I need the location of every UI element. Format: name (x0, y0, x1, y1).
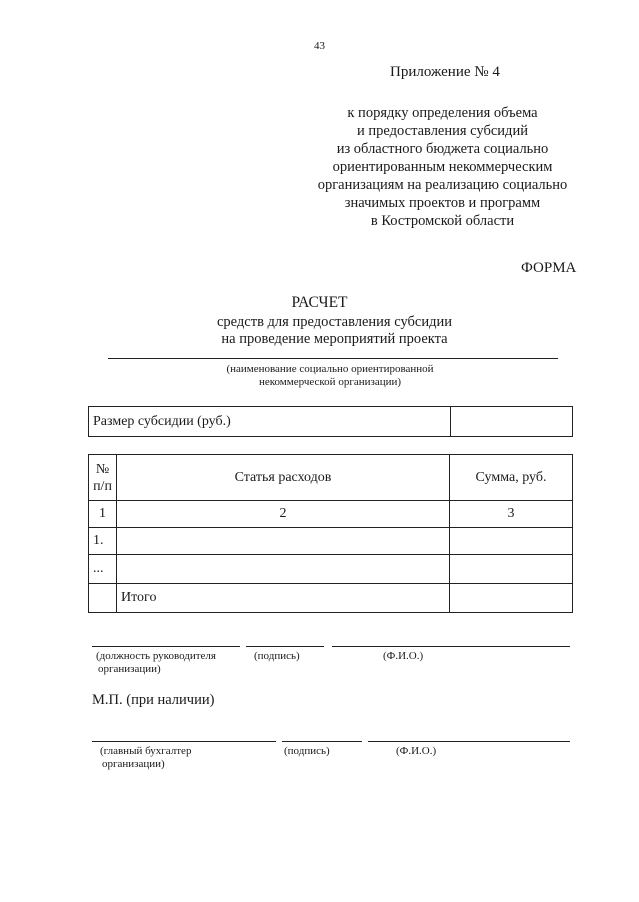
row-num: 1. (89, 528, 117, 555)
org-caption-line: (наименование социально ориентированной (226, 363, 434, 375)
expenses-table (88, 454, 573, 613)
table-header-row (89, 455, 573, 501)
appendix-line: значимых проектов и программ (344, 195, 541, 211)
row-num: 1 (89, 501, 117, 528)
page-number: 43 (314, 40, 325, 52)
appendix-line: в Костромской области (370, 213, 515, 229)
appendix-subtitle (300, 104, 585, 230)
accountant-signature-line (282, 741, 362, 742)
org-name-caption (180, 363, 480, 389)
org-caption-line: некоммерческой организации) (258, 376, 402, 388)
table-row-total (89, 584, 573, 613)
row-sum (450, 555, 573, 584)
calculation-title: РАСЧЕТ (291, 294, 348, 311)
row-item-total: Итого (117, 584, 450, 613)
appendix-title: Приложение № 4 (390, 64, 500, 80)
head-name-caption: (Ф.И.О.) (383, 650, 424, 662)
stamp-note: М.П. (при наличии) (92, 692, 215, 708)
calculation-subtitle-line: на проведение мероприятий проекта (221, 331, 448, 347)
row-sum (450, 584, 573, 613)
form-label: ФОРМА (521, 260, 577, 276)
accountant-signature-caption: (подпись) (284, 745, 330, 757)
head-signature-line (246, 646, 324, 647)
subsidy-size-table (88, 406, 573, 437)
header-item: Статья расходов (117, 455, 450, 501)
subsidy-size-value (451, 407, 573, 437)
appendix-line: ориентированным некоммерческим (332, 159, 553, 175)
appendix-line: к порядку определения объема (347, 105, 538, 121)
head-name-line (332, 646, 570, 647)
head-position-caption-line: организации) (98, 663, 161, 675)
header-num-line: № (95, 461, 110, 477)
table-row (89, 528, 573, 555)
accountant-name-line (368, 741, 570, 742)
table-row (89, 555, 573, 584)
accountant-position-caption-line: организации) (102, 758, 165, 770)
row-sum: 3 (450, 501, 573, 528)
head-signature-caption: (подпись) (254, 650, 300, 662)
appendix-line: и предоставления субсидий (357, 123, 528, 139)
accountant-position-caption-line: (главный бухгалтер (100, 745, 192, 757)
header-sum: Сумма, руб. (450, 455, 573, 501)
accountant-name-caption: (Ф.И.О.) (396, 745, 437, 757)
org-name-line (108, 358, 558, 359)
header-num-line: п/п (93, 478, 112, 494)
table-row (89, 501, 573, 528)
row-sum (450, 528, 573, 555)
header-num (89, 455, 117, 501)
head-position-caption (96, 650, 216, 676)
head-position-caption-line: (должность руководителя (96, 650, 216, 662)
appendix-line: организациям на реализацию социально (317, 177, 568, 193)
subsidy-size-label: Размер субсидии (руб.) (89, 407, 451, 437)
calculation-subtitle (150, 314, 519, 348)
accountant-position-line (92, 741, 276, 742)
row-item (117, 555, 450, 584)
row-item (117, 528, 450, 555)
row-num (89, 584, 117, 613)
accountant-position-caption (100, 745, 191, 771)
calculation-subtitle-line: средств для предоставления субсидии (216, 314, 452, 330)
row-item: 2 (117, 501, 450, 528)
head-position-line (92, 646, 240, 647)
row-num: ... (89, 555, 117, 584)
appendix-line: из областного бюджета социально (336, 141, 549, 157)
